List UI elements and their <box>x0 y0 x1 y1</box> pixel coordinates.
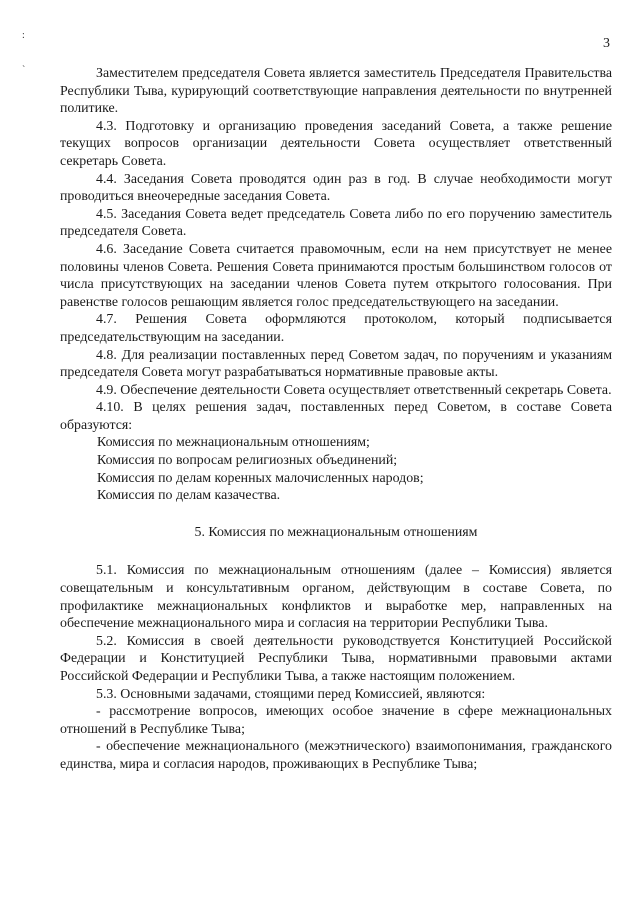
margin-mark: : <box>22 30 25 41</box>
paragraph-4-3: 4.3. Подготовку и организацию проведения заседаний Совета, а также решение текущих вопросов организации деятельности Совета осуществляет ответственный секретарь Совета. <box>60 118 612 169</box>
paragraph-4-2-continuation: Заместителем председателя Совета является заместитель Председателя Правительства Республики Тыва, курирующий соответствующие направления деятельности по внутренней политике. <box>60 66 612 117</box>
paragraph-4-10: 4.10. В целях решения задач, поставленных перед Советом, в составе Совета образуются: <box>60 400 612 433</box>
commission-list <box>60 434 612 504</box>
section-heading: 5. Комиссия по межнациональным отношениям <box>194 524 478 540</box>
list-item: Комиссия по делам казачества. <box>97 488 281 504</box>
paragraph-4-9: 4.9. Обеспечение деятельности Совета осуществляет ответственный секретарь Совета. <box>96 382 612 398</box>
paragraph-5-3: 5.3. Основными задачами, стоящими перед Комиссией, являются: <box>96 686 486 702</box>
paragraph-4-5: 4.5. Заседания Совета ведет председатель Совета либо по его поручению заместитель председателя Совета. <box>60 206 612 240</box>
paragraph-5-3-item: - обеспечение межнационального (межэтнического) взаимопонимания, гражданского единства, мира и согласия народов, проживающих в Республике Тыва; <box>60 739 612 772</box>
list-item: Комиссия по вопросам религиозных объединений; <box>97 453 398 469</box>
page-number: 3 <box>603 36 610 51</box>
document-body <box>60 65 612 774</box>
paragraph-4-8: 4.8. Для реализации поставленных перед Советом задач, по поручениям и указаниям председателя Совета могут разрабатываться нормативные правовые акты. <box>60 347 612 381</box>
paragraph-4-6: 4.6. Заседание Совета считается правомочным, если на нем присутствует не менее половины членов Совета. Решения Совета принимаются простым большинством голосов от числа присутствующих на заседании членов Совета путем открытого голосования. При равенстве голосов решающим является голос председательствующего на заседании. <box>60 241 612 310</box>
paragraph-4-4: 4.4. Заседания Совета проводятся один раз в год. В случае необходимости могут проводиться внеочередные заседания Совета. <box>60 171 612 205</box>
paragraph-5-3-item: - рассмотрение вопросов, имеющих особое значение в сфере межнациональных отношений в Республике Тыва; <box>60 704 612 737</box>
list-item: Комиссия по делам коренных малочисленных народов; <box>97 470 424 486</box>
margin-mark: ` <box>22 65 26 76</box>
list-item: Комиссия по межнациональным отношениям; <box>97 435 370 451</box>
paragraph-5-2: 5.2. Комиссия в своей деятельности руководствуется Конституцией Российской Федерации и Конституцией Республики Тыва, нормативными правовыми актами Российской Федерации и Республики Тыва, а также настоящим положением. <box>60 633 612 684</box>
paragraph-5-1: 5.1. Комиссия по межнациональным отношениям (далее – Комиссия) является совещательным и консультативным органом, действующим в составе Совета, по профилактике межнациональных конфликтов и выработке мер, направленных на обеспечение межнационального мира и согласия на территории Республики Тыва. <box>60 563 612 632</box>
paragraph-4-7: 4.7. Решения Совета оформляются протоколом, который подписывается председательствующим на заседании. <box>60 312 612 345</box>
